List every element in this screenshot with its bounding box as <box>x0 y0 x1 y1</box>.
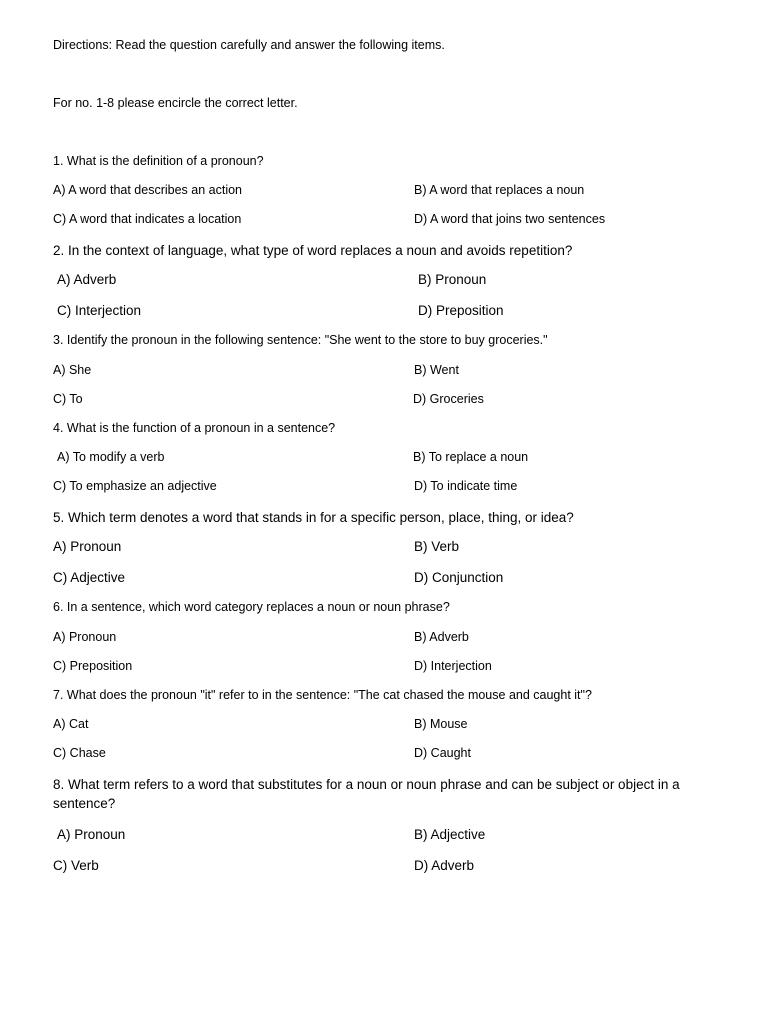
directions-text: Directions: Read the question carefully and answer the following items. <box>53 38 445 52</box>
q5-option-a[interactable]: A) Pronoun <box>53 539 122 554</box>
q7-option-a[interactable]: A) Cat <box>53 717 89 731</box>
q4-option-a[interactable]: A) To modify a verb <box>57 450 165 464</box>
q3-option-c[interactable]: C) To <box>53 392 83 406</box>
q1-option-d[interactable]: D) A word that joins two sentences <box>414 212 606 226</box>
q8-option-c[interactable]: C) Verb <box>53 858 99 873</box>
question-2: 2. In the context of language, what type of word replaces a noun and avoids repetition? <box>53 243 573 258</box>
question-4: 4. What is the function of a pronoun in a sentence? <box>53 421 336 435</box>
q4-option-b[interactable]: B) To replace a noun <box>413 450 529 464</box>
q6-option-d[interactable]: D) Interjection <box>414 659 492 673</box>
q1-option-b[interactable]: B) A word that replaces a noun <box>414 183 585 197</box>
q2-option-a[interactable]: A) Adverb <box>57 272 117 287</box>
q7-option-c[interactable]: C) Chase <box>53 746 106 760</box>
question-6: 6. In a sentence, which word category replaces a noun or noun phrase? <box>53 600 450 614</box>
question-3: 3. Identify the pronoun in the following sentence: "She went to the store to buy groceries." <box>53 333 548 347</box>
instruction-text: For no. 1-8 please encircle the correct letter. <box>53 96 298 110</box>
q4-option-c[interactable]: C) To emphasize an adjective <box>53 479 217 493</box>
q2-option-b[interactable]: B) Pronoun <box>418 272 487 287</box>
q5-option-b[interactable]: B) Verb <box>414 539 460 554</box>
q1-option-a[interactable]: A) A word that describes an action <box>53 183 242 197</box>
q3-option-a[interactable]: A) She <box>53 363 92 377</box>
q3-option-d[interactable]: D) Groceries <box>413 392 484 406</box>
q2-option-c[interactable]: C) Interjection <box>57 303 142 318</box>
q3-option-b[interactable]: B) Went <box>414 363 459 377</box>
q8-option-a[interactable]: A) Pronoun <box>57 827 126 842</box>
q5-option-d[interactable]: D) Conjunction <box>414 570 504 585</box>
q8-option-b[interactable]: B) Adjective <box>414 827 486 842</box>
question-8: 8. What term refers to a word that substitutes for a noun or noun phrase and can be subject or object in a sentence? <box>53 777 680 811</box>
question-5: 5. Which term denotes a word that stands in for a specific person, place, thing, or idea? <box>53 510 574 525</box>
q7-option-b[interactable]: B) Mouse <box>414 717 468 731</box>
question-7: 7. What does the pronoun "it" refer to in the sentence: "The cat chased the mouse and caught it"? <box>53 688 592 702</box>
q1-option-c[interactable]: C) A word that indicates a location <box>53 212 242 226</box>
q4-option-d[interactable]: D) To indicate time <box>414 479 518 493</box>
q5-option-c[interactable]: C) Adjective <box>53 570 126 585</box>
q6-option-c[interactable]: C) Preposition <box>53 659 133 673</box>
q6-option-a[interactable]: A) Pronoun <box>53 630 117 644</box>
q8-option-d[interactable]: D) Adverb <box>414 858 475 873</box>
q6-option-b[interactable]: B) Adverb <box>414 630 469 644</box>
question-1: 1. What is the definition of a pronoun? <box>53 154 264 168</box>
q7-option-d[interactable]: D) Caught <box>414 746 471 760</box>
q2-option-d[interactable]: D) Preposition <box>418 303 504 318</box>
